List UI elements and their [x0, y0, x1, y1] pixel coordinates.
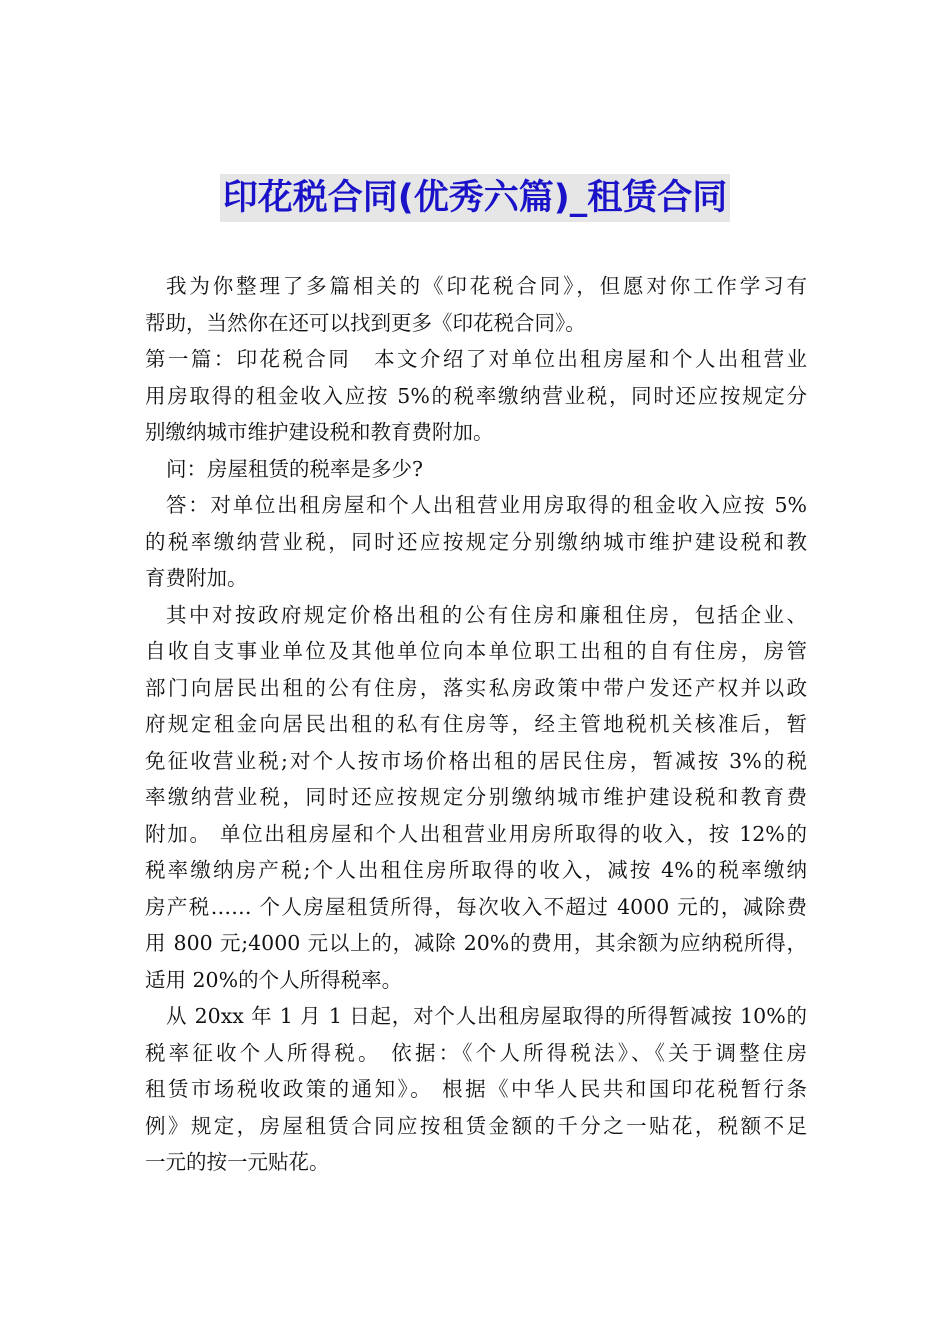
title-container	[0, 174, 950, 222]
body-line: 部门向居民出租的公有住房，落实私房政策中带户发还产权并以政	[145, 675, 807, 700]
body-line: 用房取得的租金收入应按 5%的税率缴纳营业税，同时还应按规定分	[145, 383, 807, 408]
body-line: 第一篇：印花税合同 本文介绍了对单位出租房屋和个人出租营业	[145, 347, 807, 371]
body-line: 例》规定，房屋租赁合同应按租赁金额的千分之一贴花，税额不足	[145, 1113, 807, 1138]
body-line: 房产税…… 个人房屋租赁所得，每次收入不超过 4000 元的，减除费	[145, 894, 807, 919]
body-line: 率缴纳营业税，同时还应按规定分别缴纳城市维护建设税和教育费	[145, 785, 807, 809]
body-line: 从 20xx 年 1 月 1 日起，对个人出租房屋取得的所得暂减按 10%的	[166, 1004, 807, 1028]
body-line: 府规定租金向居民出租的私有住房等，经主管地税机关核准后，暂	[145, 712, 807, 736]
body-line: 税率征收个人所得税。 依据：《个人所得税法》、《关于调整住房	[145, 1040, 807, 1065]
document-body	[145, 268, 807, 1181]
body-line: 附加。 单位出租房屋和个人出租营业用房所取得的收入，按 12%的	[145, 821, 807, 846]
body-line: 租赁市场税收政策的通知》。 根据《中华人民共和国印花税暂行条	[145, 1077, 807, 1101]
body-line: 自收自支事业单位及其他单位向本单位职工出租的自有住房，房管	[145, 639, 807, 663]
body-line: 帮助，当然你在还可以找到更多《印花税合同》。	[145, 310, 586, 335]
body-line: 育费附加。	[145, 566, 248, 590]
body-line: 其中对按政府规定价格出租的公有住房和廉租住房，包括企业、	[166, 602, 807, 627]
body-line: 问：房屋租赁的税率是多少?	[166, 456, 423, 481]
document-title: 印花税合同(优秀六篇)_租赁合同	[220, 174, 731, 222]
body-line: 的税率缴纳营业税，同时还应按规定分别缴纳城市维护建设税和教	[145, 529, 807, 554]
body-line: 用 800 元;4000 元以上的，减除 20%的费用，其余额为应纳税所得，	[145, 931, 807, 955]
body-line: 税率缴纳房产税;个人出租住房所取得的收入，减按 4%的税率缴纳	[145, 858, 807, 882]
body-line: 答：对单位出租房屋和个人出租营业用房取得的租金收入应按 5%	[166, 493, 807, 517]
body-line: 免征收营业税;对个人按市场价格出租的居民住房，暂减按 3%的税	[145, 748, 807, 773]
body-line: 别缴纳城市维护建设税和教育费附加。	[145, 420, 494, 444]
body-line: 适用 20%的个人所得税率。	[145, 967, 403, 992]
body-line: 一元的按一元贴花。	[145, 1150, 330, 1174]
body-line: 我为你整理了多篇相关的《印花税合同》，但愿对你工作学习有	[166, 274, 807, 298]
